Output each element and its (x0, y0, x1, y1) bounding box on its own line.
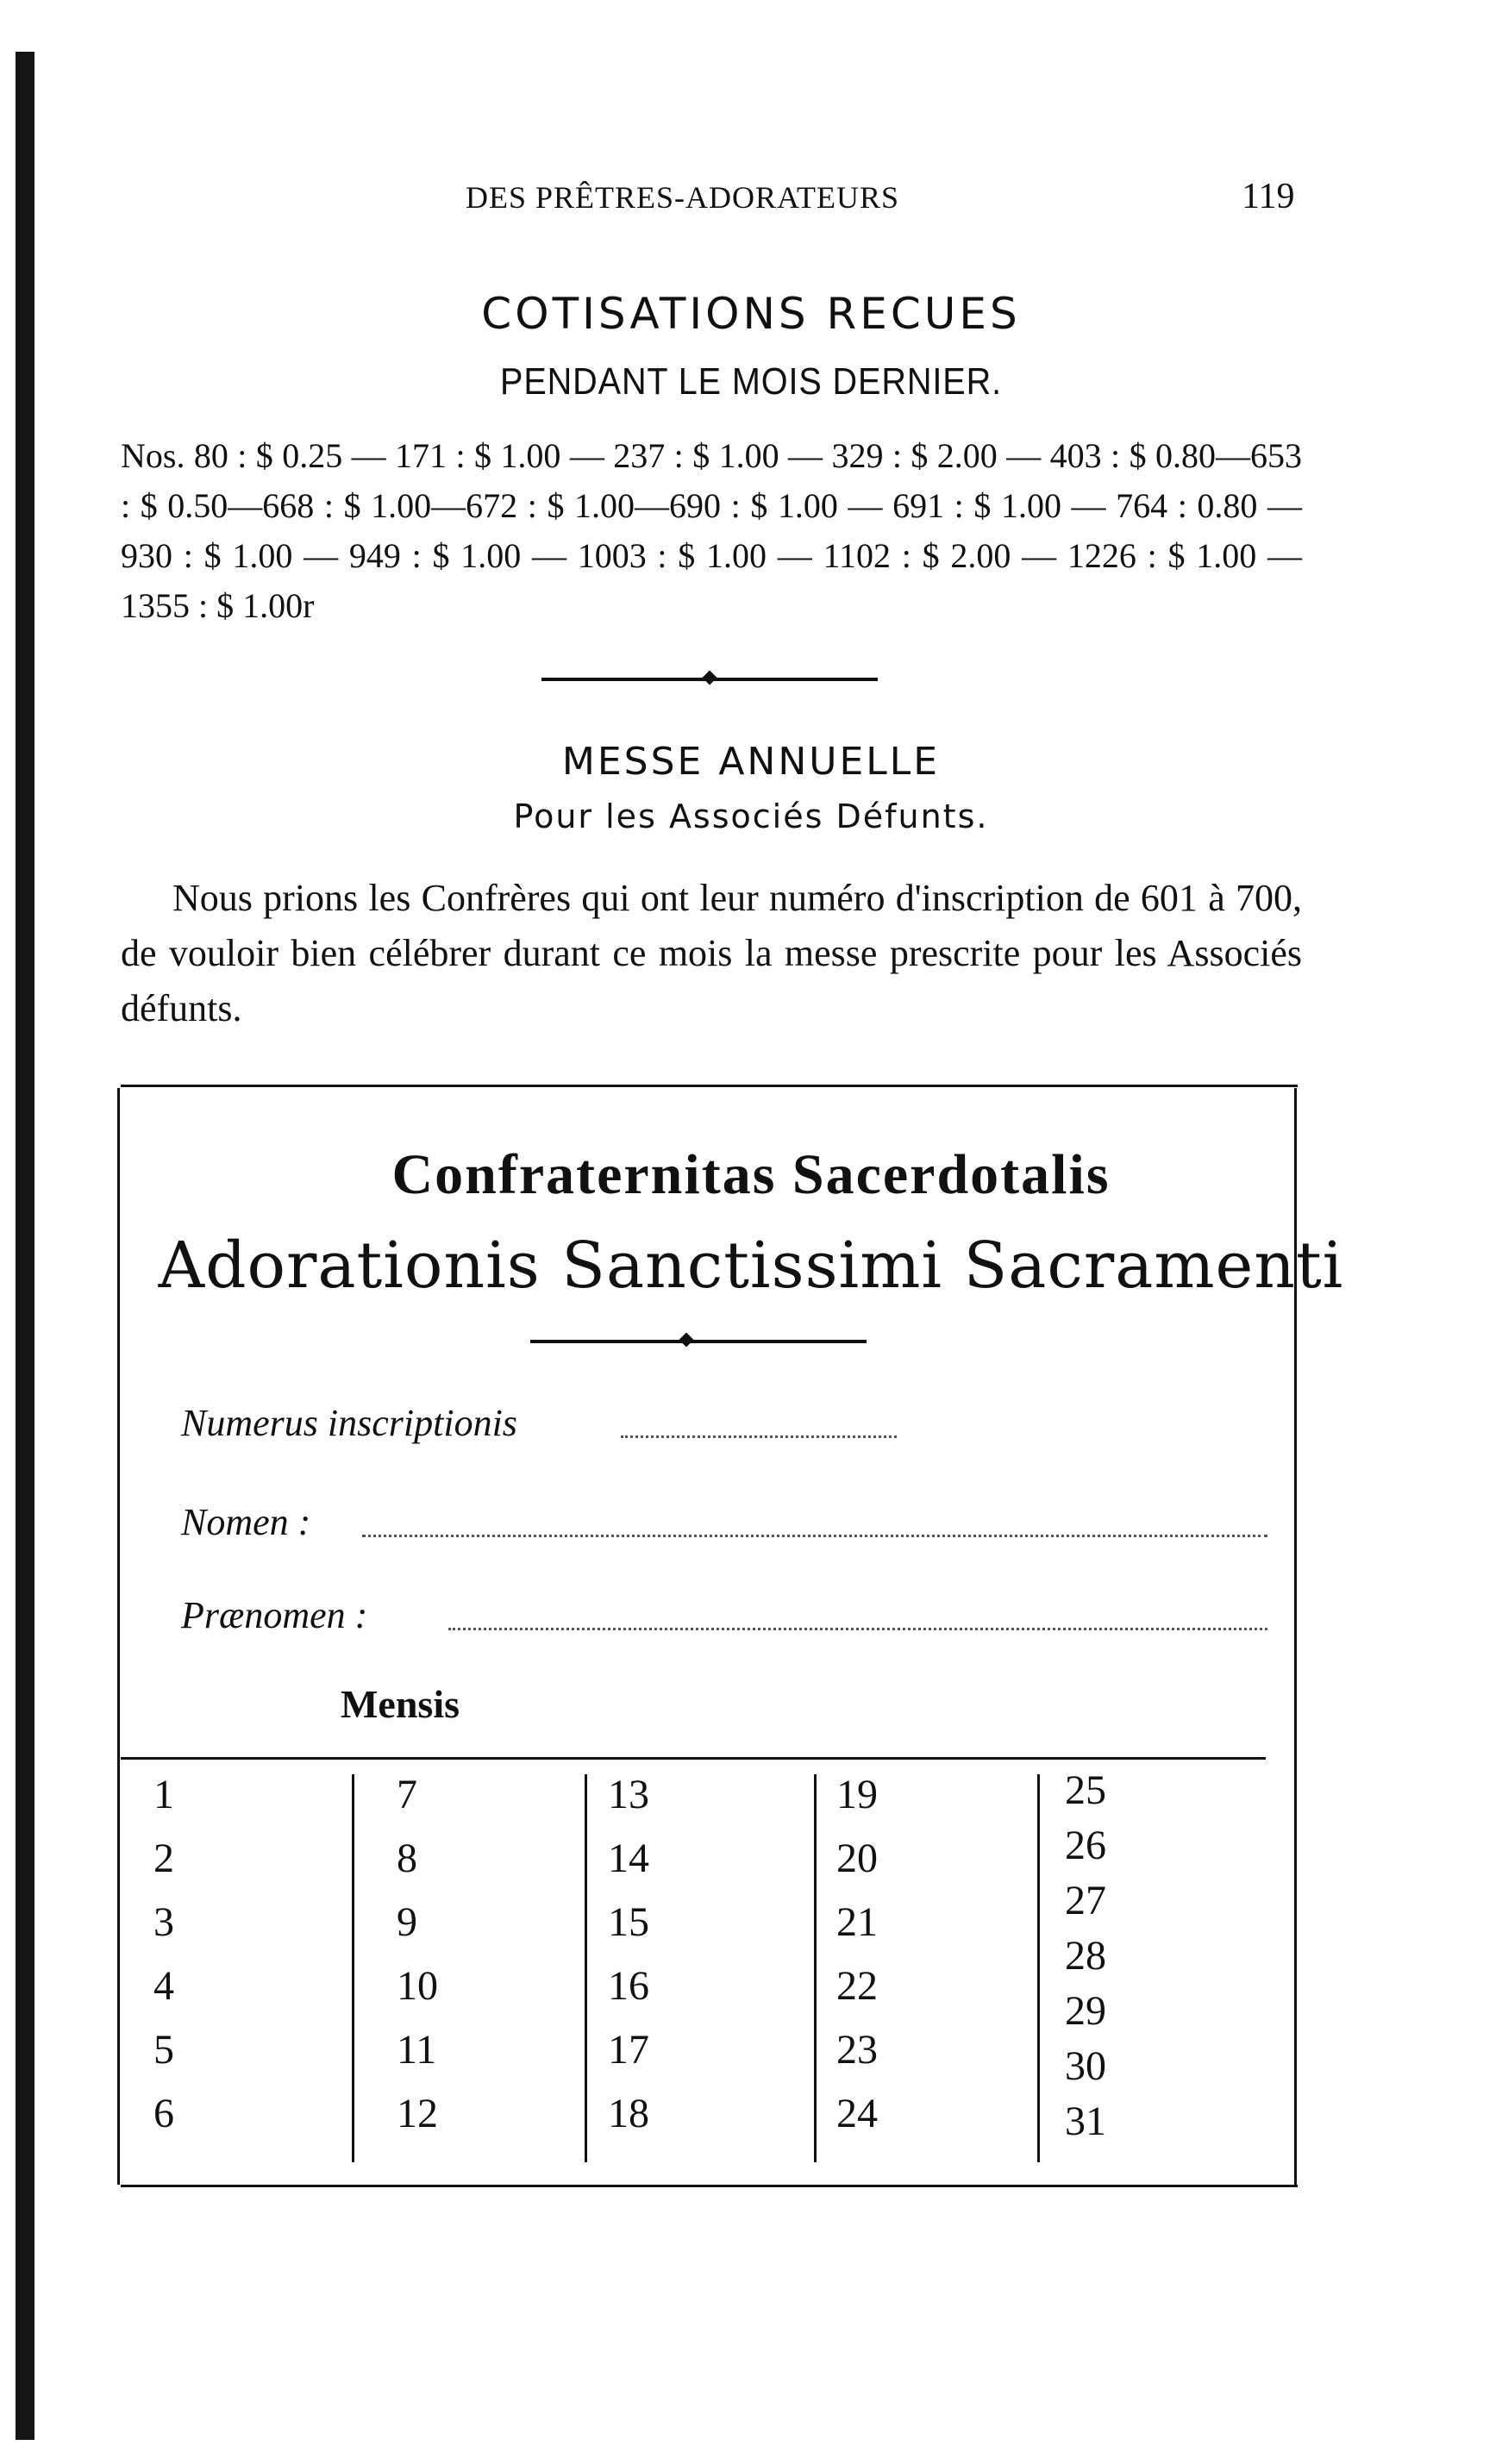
page-number: 119 (1242, 177, 1295, 216)
day-cell[interactable]: 31 (1065, 2098, 1106, 2144)
day-cell[interactable]: 9 (397, 1899, 417, 1945)
day-cell[interactable]: 25 (1065, 1767, 1106, 1813)
day-cell[interactable]: 18 (608, 2091, 649, 2136)
day-cell[interactable]: 1 (153, 1772, 174, 1817)
day-cell[interactable]: 6 (153, 2091, 174, 2136)
day-cell[interactable]: 4 (153, 1963, 174, 2009)
day-cell[interactable]: 7 (397, 1772, 417, 1817)
field-number-label: Numerus inscriptionis (181, 1402, 517, 1444)
day-column-3 (608, 1763, 815, 2146)
day-cell[interactable]: 10 (397, 1963, 438, 2009)
day-cell[interactable]: 26 (1065, 1823, 1106, 1868)
day-column-1 (153, 1763, 360, 2146)
contributions-list: Nos. 80 : $ 0.25 — 171 : $ 1.00 — 237 : $ 1.00 — 329 : $ 2.00 — 403 : $ 0.80—653 : $ 0.50—668 : $ 1.00—672 : $ 1.00—690 : $ 1.00 — 691 : $ 1.00 — 764 : 0.80 — 930 : $ 1.00 — 949 : $ 1.00 — 1003 : $ 1.00 — 1102 : $ 2.00 — 1226 : $ 1.00 — 1355 : $ 1.00r (121, 436, 1302, 625)
card-title: Confraternitas Sacerdotalis (391, 1143, 1111, 1206)
column-divider (814, 1774, 817, 2162)
annual-mass-notice: Nous prions les Confrères qui ont leur numéro d'inscription de 601 à 700, de vouloir bien célébrer durant ce mois la messe prescrite pour les Associés défunts. (121, 877, 1302, 1029)
day-cell[interactable]: 17 (608, 2027, 649, 2073)
day-grid-top-rule (121, 1757, 1266, 1760)
annual-mass-title: MESSE ANNUELLE (561, 740, 941, 784)
column-divider (352, 1774, 354, 2162)
page-header (0, 179, 1502, 231)
field-name-label: Nomen : (181, 1501, 311, 1543)
day-cell[interactable]: 27 (1065, 1878, 1106, 1923)
day-cell[interactable]: 16 (608, 1963, 649, 2009)
day-cell[interactable]: 12 (397, 2091, 438, 2136)
day-cell[interactable]: 3 (153, 1899, 174, 1945)
field-prenom-label: Prænomen : (181, 1594, 368, 1636)
day-cell[interactable]: 22 (836, 1963, 878, 2009)
day-cell[interactable]: 23 (836, 2027, 878, 2073)
field-name-line[interactable] (362, 1535, 1267, 1537)
day-cell[interactable]: 5 (153, 2027, 174, 2073)
day-cell[interactable]: 15 (608, 1899, 649, 1945)
day-cell[interactable]: 29 (1065, 1988, 1106, 2034)
running-head: DES PRÊTRES-ADORATEURS (466, 180, 900, 215)
day-cell[interactable]: 14 (608, 1835, 649, 1881)
day-cell[interactable]: 24 (836, 2091, 878, 2136)
contributions-subtitle: PENDANT LE MOIS DERNIER. (500, 360, 1002, 403)
field-prenom-line[interactable] (448, 1628, 1267, 1630)
day-column-4 (836, 1763, 1043, 2146)
card-border-top (121, 1085, 1298, 1087)
card-border-bottom (121, 2185, 1298, 2187)
day-cell[interactable]: 21 (836, 1899, 878, 1945)
column-divider (1037, 1774, 1040, 2162)
column-divider (585, 1774, 587, 2162)
mensis-label: Mensis (341, 1682, 460, 1726)
day-cell[interactable]: 8 (397, 1835, 417, 1881)
day-cell[interactable]: 19 (836, 1772, 878, 1817)
day-cell[interactable]: 30 (1065, 2043, 1106, 2089)
day-column-2 (397, 1763, 604, 2146)
day-cell[interactable]: 20 (836, 1835, 878, 1881)
field-number-line[interactable] (621, 1435, 897, 1438)
day-cell[interactable]: 2 (153, 1835, 174, 1881)
day-cell[interactable]: 11 (397, 2027, 437, 2073)
card-subtitle: Adorationis Sanctissimi Sacramenti (158, 1229, 1344, 1303)
day-cell[interactable]: 13 (608, 1772, 649, 1817)
day-column-5 (1065, 1763, 1272, 2149)
annual-mass-subtitle: Pour les Associés Défunts. (513, 797, 989, 835)
contributions-title: COTISATIONS RECUES (481, 289, 1021, 339)
day-cell[interactable]: 28 (1065, 1933, 1106, 1979)
